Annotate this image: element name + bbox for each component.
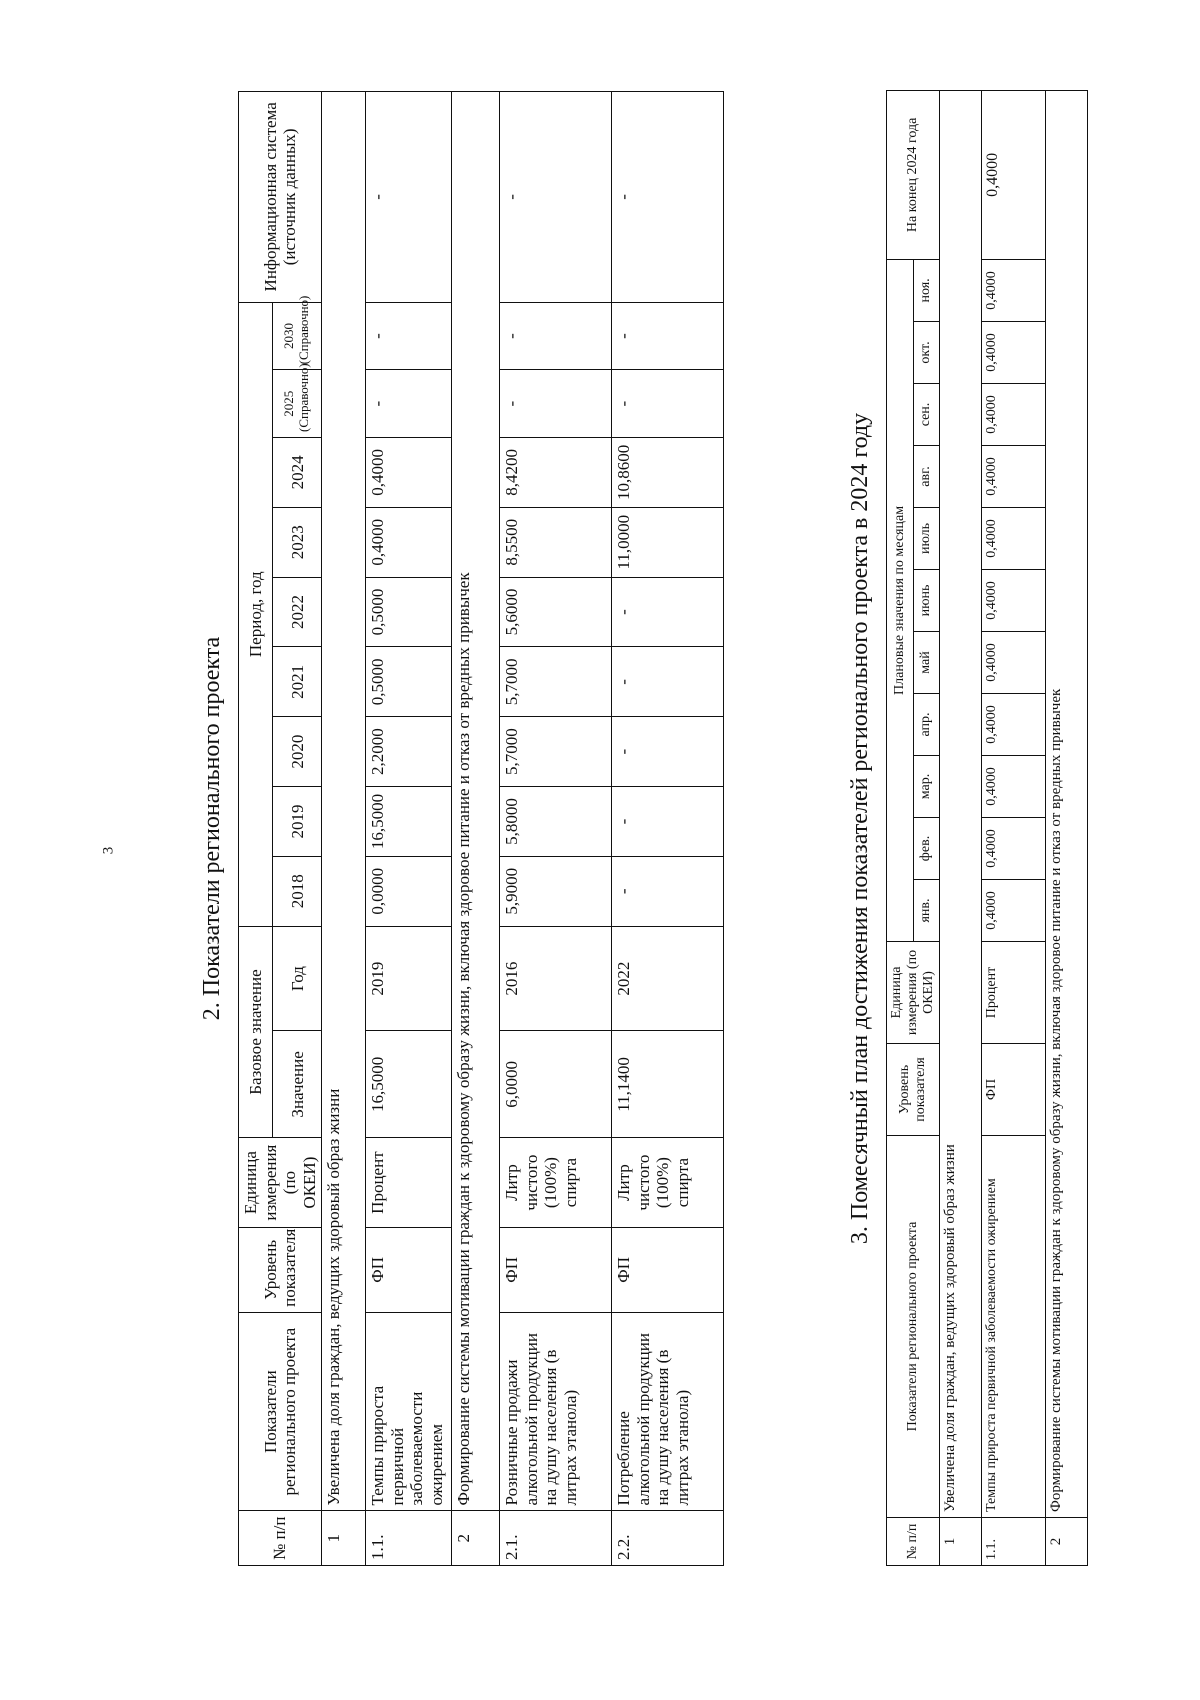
base-year: 2022 bbox=[612, 926, 724, 1031]
header-year: 2025 (Справочно) bbox=[273, 370, 322, 438]
section-heading: Формирование системы мотивации граждан к здоровому образу жизни, включая здоровое питание и отказ от вредных привычек bbox=[1046, 90, 1088, 1517]
indicator-level: ФП bbox=[982, 1044, 1046, 1136]
header-unit: Единица измерения (по ОКЕИ) bbox=[887, 942, 940, 1044]
section-3 bbox=[834, 91, 1200, 1566]
indicator-name: Темпы прироста первичной заболеваемости ожирением bbox=[982, 1136, 1046, 1518]
header-end: На конец 2024 года bbox=[887, 90, 940, 259]
header-plan: Плановые значения по месяцам bbox=[887, 259, 914, 941]
indicator-unit: Процент bbox=[982, 942, 1046, 1044]
header-year: 2019 bbox=[273, 787, 322, 857]
header-month: апр. bbox=[913, 694, 940, 756]
table-row bbox=[452, 92, 500, 1566]
month-value: 0,4000 bbox=[982, 756, 1046, 818]
indicator-level: ФП bbox=[366, 1227, 452, 1312]
indicator-name: Темпы прироста первичной заболеваемости ожирением bbox=[366, 1312, 452, 1511]
header-unit: Единица измерения (по ОКЕИ) bbox=[239, 1138, 322, 1227]
year-value: - bbox=[500, 302, 612, 370]
year-value: - bbox=[366, 370, 452, 438]
monthly-plan-table bbox=[886, 90, 1088, 1566]
section-heading: Увеличена доля граждан, ведущих здоровый образ жизни bbox=[322, 92, 366, 1511]
header-year: 2030 (Справочно) bbox=[273, 302, 322, 370]
header-base-value: Значение bbox=[273, 1031, 322, 1138]
row-num: 2 bbox=[1046, 1518, 1088, 1566]
info-source: - bbox=[500, 92, 612, 303]
year-value: - bbox=[612, 370, 724, 438]
info-source: - bbox=[612, 92, 724, 303]
header-month: ноя. bbox=[913, 259, 940, 321]
year-value: - bbox=[612, 577, 724, 647]
row-num: 1.1. bbox=[366, 1511, 452, 1566]
month-value: 0,4000 bbox=[982, 694, 1046, 756]
header-month: авг. bbox=[913, 446, 940, 508]
header-year: 2022 bbox=[273, 577, 322, 647]
row-num: 2.2. bbox=[612, 1511, 724, 1566]
year-value: 0,4000 bbox=[366, 438, 452, 508]
header-month: июнь bbox=[913, 570, 940, 632]
header-period: Период, год bbox=[239, 302, 273, 926]
month-value: 0,4000 bbox=[982, 384, 1046, 446]
header-month: июль bbox=[913, 508, 940, 570]
year-value: 10,8600 bbox=[612, 438, 724, 508]
indicator-unit: Литр чистого (100%) спирта bbox=[612, 1138, 724, 1227]
month-value: 0,4000 bbox=[982, 818, 1046, 880]
table-row bbox=[500, 92, 612, 1566]
header-year: 2024 bbox=[273, 438, 322, 508]
header-month: окт. bbox=[913, 322, 940, 384]
year-value: - bbox=[612, 302, 724, 370]
indicator-level: ФП bbox=[500, 1227, 612, 1312]
year-value: - bbox=[612, 647, 724, 717]
month-value: 0,4000 bbox=[982, 446, 1046, 508]
year-value: - bbox=[500, 370, 612, 438]
month-value: 0,4000 bbox=[982, 322, 1046, 384]
month-value: 0,4000 bbox=[982, 259, 1046, 321]
indicators-table bbox=[238, 91, 724, 1566]
header-name: Показатели регионального проекта bbox=[239, 1312, 322, 1511]
year-value: 5,8000 bbox=[500, 787, 612, 857]
year-value: 5,6000 bbox=[500, 577, 612, 647]
base-value: 11,1400 bbox=[612, 1031, 724, 1138]
section-heading: Формирование системы мотивации граждан к здоровому образу жизни, включая здоровое питание и отказ от вредных привычек bbox=[452, 92, 500, 1511]
header-month: фев. bbox=[913, 818, 940, 880]
header-base-year: Год bbox=[273, 926, 322, 1031]
row-num: 2.1. bbox=[500, 1511, 612, 1566]
header-info: Информационная система (источник данных) bbox=[239, 92, 322, 303]
year-value: 5,7000 bbox=[500, 647, 612, 717]
year-value: 5,9000 bbox=[500, 856, 612, 926]
year-value: 16,5000 bbox=[366, 787, 452, 857]
year-value: 0,4000 bbox=[366, 507, 452, 577]
header-base: Базовое значение bbox=[239, 926, 273, 1138]
year-value: 11,0000 bbox=[612, 507, 724, 577]
indicator-name: Розничные продажи алкогольной продукции на душу населения (в литрах этанола) bbox=[500, 1312, 612, 1511]
end-value: 0,4000 bbox=[982, 90, 1046, 259]
month-value: 0,4000 bbox=[982, 570, 1046, 632]
row-num: 1 bbox=[940, 1518, 982, 1566]
header-num: № п/п bbox=[239, 1511, 322, 1566]
year-value: 8,5500 bbox=[500, 507, 612, 577]
header-num: № п/п bbox=[887, 1518, 940, 1566]
header-month: сен. bbox=[913, 384, 940, 446]
header-year: 2018 bbox=[273, 856, 322, 926]
row-num: 1.1. bbox=[982, 1518, 1046, 1566]
section-heading: Увеличена доля граждан, ведущих здоровый образ жизни bbox=[940, 90, 982, 1517]
table-row bbox=[982, 90, 1046, 1565]
year-value: - bbox=[612, 717, 724, 787]
table-row bbox=[322, 92, 366, 1566]
row-num: 1 bbox=[322, 1511, 366, 1566]
year-value: 5,7000 bbox=[500, 717, 612, 787]
month-value: 0,4000 bbox=[982, 880, 1046, 942]
indicator-level: ФП bbox=[612, 1227, 724, 1312]
header-month: май bbox=[913, 632, 940, 694]
header-year: 2023 bbox=[273, 507, 322, 577]
year-value: 0,5000 bbox=[366, 647, 452, 717]
year-value: 2,2000 bbox=[366, 717, 452, 787]
info-source: - bbox=[366, 92, 452, 303]
table-row bbox=[1046, 90, 1088, 1565]
header-month: мар. bbox=[913, 756, 940, 818]
year-value: 0,0000 bbox=[366, 856, 452, 926]
header-year: 2021 bbox=[273, 647, 322, 717]
table-row bbox=[940, 90, 982, 1565]
table-row bbox=[612, 92, 724, 1566]
header-level: Уровень показателя bbox=[239, 1227, 322, 1312]
year-value: 0,5000 bbox=[366, 577, 452, 647]
header-name: Показатели регионального проекта bbox=[887, 1136, 940, 1518]
table-row bbox=[366, 92, 452, 1566]
month-value: 0,4000 bbox=[982, 508, 1046, 570]
year-value: - bbox=[612, 787, 724, 857]
year-value: 8,4200 bbox=[500, 438, 612, 508]
year-value: - bbox=[612, 856, 724, 926]
header-year: 2020 bbox=[273, 717, 322, 787]
base-year: 2016 bbox=[500, 926, 612, 1031]
section-3-title: 3. Помесячный план достижения показателей регионального проекта в 2024 году bbox=[847, 412, 873, 1245]
month-value: 0,4000 bbox=[982, 632, 1046, 694]
indicator-unit: Литр чистого (100%) спирта bbox=[500, 1138, 612, 1227]
page-number: 3 bbox=[100, 846, 117, 855]
header-level: Уровень показателя bbox=[887, 1044, 940, 1136]
base-year: 2019 bbox=[366, 926, 452, 1031]
section-2-title: 2. Показатели регионального проекта bbox=[199, 636, 225, 1021]
indicator-unit: Процент bbox=[366, 1138, 452, 1227]
base-value: 6,0000 bbox=[500, 1031, 612, 1138]
header-month: янв. bbox=[913, 880, 940, 942]
indicator-name: Потребление алкогольной продукции на душу населения (в литрах этанола) bbox=[612, 1312, 724, 1511]
base-value: 16,5000 bbox=[366, 1031, 452, 1138]
row-num: 2 bbox=[452, 1511, 500, 1566]
section-2 bbox=[186, 91, 841, 1566]
year-value: - bbox=[366, 302, 452, 370]
